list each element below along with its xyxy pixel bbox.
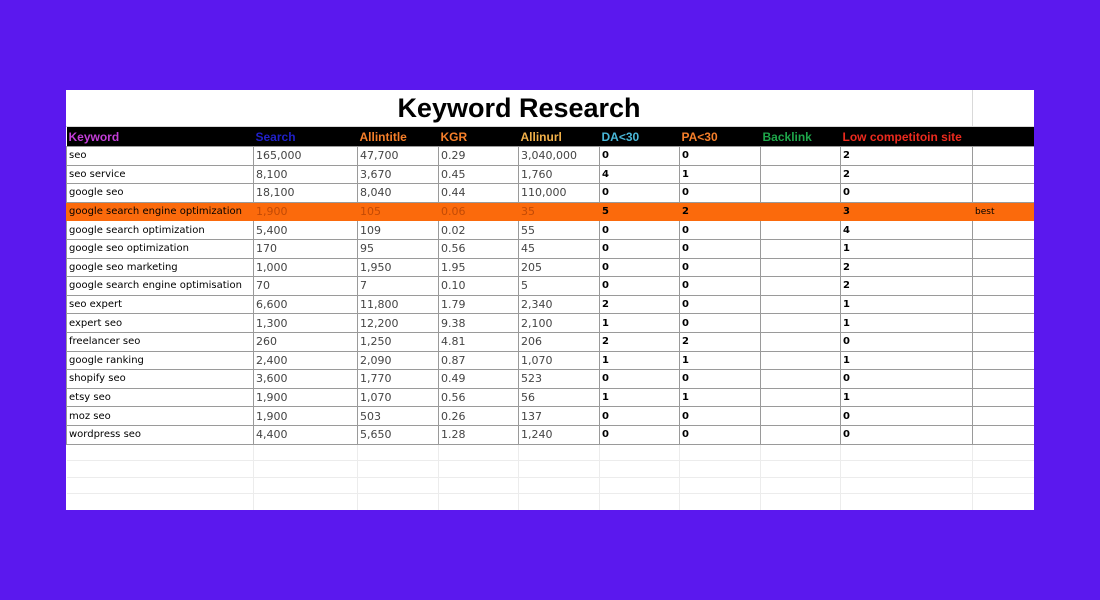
cell-low[interactable]: 0 [841, 370, 973, 389]
empty-cell[interactable] [358, 461, 439, 478]
cell-da[interactable]: 0 [600, 147, 680, 166]
column-header-kgr[interactable]: KGR [439, 127, 519, 147]
cell-pa[interactable]: 0 [680, 370, 761, 389]
cell-search[interactable]: 1,900 [254, 388, 358, 407]
cell-backlink[interactable] [761, 314, 841, 333]
cell-search[interactable]: 4,400 [254, 425, 358, 444]
cell-low[interactable]: 1 [841, 314, 973, 333]
cell-backlink[interactable] [761, 332, 841, 351]
cell-pa[interactable]: 2 [680, 202, 761, 221]
cell-kgr[interactable]: 0.26 [439, 407, 519, 426]
cell-kgr[interactable]: 0.06 [439, 202, 519, 221]
cell-search[interactable]: 1,000 [254, 258, 358, 277]
cell-da[interactable]: 0 [600, 370, 680, 389]
empty-cell[interactable] [519, 494, 600, 511]
empty-cell[interactable] [254, 444, 358, 461]
cell-keyword[interactable]: wordpress seo [67, 425, 254, 444]
cell-allinurl[interactable]: 523 [519, 370, 600, 389]
cell-kgr[interactable]: 9.38 [439, 314, 519, 333]
cell-backlink[interactable] [761, 295, 841, 314]
cell-da[interactable]: 0 [600, 425, 680, 444]
cell-backlink[interactable] [761, 388, 841, 407]
cell-allintitle[interactable]: 1,950 [358, 258, 439, 277]
cell-note[interactable] [973, 425, 1035, 444]
cell-keyword[interactable]: google seo marketing [67, 258, 254, 277]
cell-allinurl[interactable]: 1,760 [519, 165, 600, 184]
empty-row [67, 494, 1035, 511]
cell-keyword[interactable]: expert seo [67, 314, 254, 333]
cell-keyword[interactable]: etsy seo [67, 388, 254, 407]
cell-allinurl[interactable]: 56 [519, 388, 600, 407]
empty-cell[interactable] [761, 477, 841, 494]
empty-cell[interactable] [519, 461, 600, 478]
empty-cell[interactable] [973, 477, 1035, 494]
cell-keyword[interactable]: google search engine optimization [67, 202, 254, 221]
cell-note[interactable] [973, 147, 1035, 166]
cell-low[interactable]: 2 [841, 165, 973, 184]
empty-cell[interactable] [67, 461, 254, 478]
cell-allintitle[interactable]: 5,650 [358, 425, 439, 444]
cell-keyword[interactable]: google seo [67, 184, 254, 203]
cell-kgr[interactable]: 0.02 [439, 221, 519, 240]
table-row [67, 239, 1035, 258]
cell-allinurl[interactable]: 137 [519, 407, 600, 426]
cell-search[interactable]: 5,400 [254, 221, 358, 240]
cell-allinurl[interactable]: 3,040,000 [519, 147, 600, 166]
cell-da[interactable]: 0 [600, 258, 680, 277]
cell-da[interactable]: 2 [600, 332, 680, 351]
sheet-title[interactable]: Keyword Research [397, 93, 641, 123]
cell-allinurl[interactable]: 1,070 [519, 351, 600, 370]
cell-keyword[interactable]: google seo optimization [67, 239, 254, 258]
cell-low[interactable]: 0 [841, 332, 973, 351]
cell-kgr[interactable]: 0.45 [439, 165, 519, 184]
table-body [67, 147, 1035, 511]
cell-note[interactable] [973, 258, 1035, 277]
cell-allintitle[interactable]: 95 [358, 239, 439, 258]
empty-cell[interactable] [519, 444, 600, 461]
empty-row [67, 444, 1035, 461]
cell-low[interactable]: 1 [841, 239, 973, 258]
column-header-keyword[interactable]: Keyword [67, 127, 254, 147]
table-row [67, 295, 1035, 314]
cell-search[interactable]: 2,400 [254, 351, 358, 370]
cell-allinurl[interactable]: 110,000 [519, 184, 600, 203]
empty-cell[interactable] [254, 477, 358, 494]
cell-allintitle[interactable]: 12,200 [358, 314, 439, 333]
cell-search[interactable]: 170 [254, 239, 358, 258]
cell-kgr[interactable]: 4.81 [439, 332, 519, 351]
spreadsheet [66, 90, 1034, 510]
cell-low[interactable]: 2 [841, 258, 973, 277]
cell-pa[interactable]: 0 [680, 147, 761, 166]
cell-keyword[interactable]: seo expert [67, 295, 254, 314]
cell-kgr[interactable]: 1.95 [439, 258, 519, 277]
empty-cell[interactable] [761, 461, 841, 478]
cell-note[interactable] [973, 165, 1035, 184]
empty-cell[interactable] [841, 444, 973, 461]
cell-note[interactable] [973, 370, 1035, 389]
empty-row [67, 477, 1035, 494]
cell-kgr[interactable]: 0.49 [439, 370, 519, 389]
header-row [67, 127, 1035, 147]
cell-search[interactable]: 260 [254, 332, 358, 351]
cell-search[interactable]: 3,600 [254, 370, 358, 389]
table-row [67, 370, 1035, 389]
table-row [67, 165, 1035, 184]
table-row [67, 332, 1035, 351]
empty-cell[interactable] [761, 444, 841, 461]
cell-backlink[interactable] [761, 239, 841, 258]
empty-cell[interactable] [358, 444, 439, 461]
cell-allinurl[interactable]: 35 [519, 202, 600, 221]
empty-cell[interactable] [841, 461, 973, 478]
cell-pa[interactable]: 1 [680, 388, 761, 407]
cell-allintitle[interactable]: 2,090 [358, 351, 439, 370]
table-row [67, 258, 1035, 277]
empty-cell[interactable] [680, 444, 761, 461]
table-row [67, 202, 1035, 221]
cell-note[interactable] [973, 351, 1035, 370]
empty-cell[interactable] [973, 444, 1035, 461]
table-row [67, 407, 1035, 426]
cell-low[interactable]: 0 [841, 425, 973, 444]
cell-backlink[interactable] [761, 425, 841, 444]
cell-note[interactable] [973, 277, 1035, 296]
cell-allintitle[interactable]: 11,800 [358, 295, 439, 314]
cell-kgr[interactable]: 0.56 [439, 239, 519, 258]
cell-pa[interactable]: 0 [680, 295, 761, 314]
column-header-note[interactable] [973, 127, 1035, 147]
gridline [972, 90, 973, 126]
table-row [67, 277, 1035, 296]
empty-cell[interactable] [67, 444, 254, 461]
column-header-allintitle[interactable]: Allintitle [358, 127, 439, 147]
cell-backlink[interactable] [761, 277, 841, 296]
column-header-backlink[interactable]: Backlink [761, 127, 841, 147]
cell-search[interactable]: 18,100 [254, 184, 358, 203]
cell-search[interactable]: 1,300 [254, 314, 358, 333]
cell-da[interactable]: 1 [600, 388, 680, 407]
cell-pa[interactable]: 0 [680, 277, 761, 296]
title-row [66, 90, 1034, 127]
table-row [67, 147, 1035, 166]
cell-low[interactable]: 3 [841, 202, 973, 221]
cell-note[interactable]: best [973, 202, 1035, 221]
cell-keyword[interactable]: google search optimization [67, 221, 254, 240]
cell-pa[interactable]: 1 [680, 351, 761, 370]
cell-note[interactable] [973, 221, 1035, 240]
column-header-pa[interactable]: PA<30 [680, 127, 761, 147]
cell-allinurl[interactable]: 55 [519, 221, 600, 240]
cell-pa[interactable]: 0 [680, 184, 761, 203]
cell-low[interactable]: 1 [841, 388, 973, 407]
cell-pa[interactable]: 2 [680, 332, 761, 351]
cell-search[interactable]: 165,000 [254, 147, 358, 166]
cell-backlink[interactable] [761, 407, 841, 426]
cell-low[interactable]: 0 [841, 407, 973, 426]
cell-keyword[interactable]: freelancer seo [67, 332, 254, 351]
empty-cell[interactable] [254, 494, 358, 511]
cell-search[interactable]: 1,900 [254, 407, 358, 426]
empty-cell[interactable] [67, 477, 254, 494]
cell-allintitle[interactable]: 7 [358, 277, 439, 296]
cell-allintitle[interactable]: 105 [358, 202, 439, 221]
cell-da[interactable]: 0 [600, 239, 680, 258]
column-header-search[interactable]: Search [254, 127, 358, 147]
cell-backlink[interactable] [761, 221, 841, 240]
cell-kgr[interactable]: 0.56 [439, 388, 519, 407]
cell-low[interactable]: 2 [841, 147, 973, 166]
cell-pa[interactable]: 0 [680, 258, 761, 277]
cell-keyword[interactable]: google ranking [67, 351, 254, 370]
column-header-da[interactable]: DA<30 [600, 127, 680, 147]
cell-pa[interactable]: 0 [680, 221, 761, 240]
cell-search[interactable]: 6,600 [254, 295, 358, 314]
empty-cell[interactable] [439, 477, 519, 494]
cell-da[interactable]: 5 [600, 202, 680, 221]
cell-note[interactable] [973, 332, 1035, 351]
cell-kgr[interactable]: 1.79 [439, 295, 519, 314]
cell-kgr[interactable]: 0.44 [439, 184, 519, 203]
cell-kgr[interactable]: 0.87 [439, 351, 519, 370]
empty-cell[interactable] [67, 494, 254, 511]
table-row [67, 221, 1035, 240]
cell-keyword[interactable]: shopify seo [67, 370, 254, 389]
cell-allinurl[interactable]: 206 [519, 332, 600, 351]
cell-pa[interactable]: 0 [680, 425, 761, 444]
table-row [67, 388, 1035, 407]
empty-cell[interactable] [600, 494, 680, 511]
cell-allintitle[interactable]: 8,040 [358, 184, 439, 203]
table-row [67, 314, 1035, 333]
cell-note[interactable] [973, 314, 1035, 333]
cell-backlink[interactable] [761, 147, 841, 166]
empty-cell[interactable] [519, 477, 600, 494]
cell-allintitle[interactable]: 3,670 [358, 165, 439, 184]
cell-note[interactable] [973, 388, 1035, 407]
cell-da[interactable]: 2 [600, 295, 680, 314]
keyword-table [66, 127, 1034, 510]
empty-cell[interactable] [680, 461, 761, 478]
cell-da[interactable]: 0 [600, 407, 680, 426]
cell-da[interactable]: 0 [600, 221, 680, 240]
cell-allinurl[interactable]: 2,100 [519, 314, 600, 333]
empty-cell[interactable] [600, 477, 680, 494]
cell-backlink[interactable] [761, 258, 841, 277]
empty-cell[interactable] [439, 461, 519, 478]
empty-cell[interactable] [680, 494, 761, 511]
cell-backlink[interactable] [761, 165, 841, 184]
cell-allintitle[interactable]: 47,700 [358, 147, 439, 166]
empty-cell[interactable] [439, 494, 519, 511]
cell-keyword[interactable]: seo [67, 147, 254, 166]
cell-allinurl[interactable]: 205 [519, 258, 600, 277]
cell-backlink[interactable] [761, 184, 841, 203]
cell-search[interactable]: 70 [254, 277, 358, 296]
cell-keyword[interactable]: google search engine optimisation [67, 277, 254, 296]
empty-cell[interactable] [600, 444, 680, 461]
cell-kgr[interactable]: 1.28 [439, 425, 519, 444]
cell-allinurl[interactable]: 1,240 [519, 425, 600, 444]
cell-da[interactable]: 1 [600, 314, 680, 333]
cell-low[interactable]: 1 [841, 351, 973, 370]
empty-cell[interactable] [358, 477, 439, 494]
empty-cell[interactable] [600, 461, 680, 478]
empty-cell[interactable] [358, 494, 439, 511]
cell-allintitle[interactable]: 1,770 [358, 370, 439, 389]
empty-cell[interactable] [439, 444, 519, 461]
cell-keyword[interactable]: seo service [67, 165, 254, 184]
cell-search[interactable]: 8,100 [254, 165, 358, 184]
cell-search[interactable]: 1,900 [254, 202, 358, 221]
cell-pa[interactable]: 0 [680, 239, 761, 258]
column-header-allinurl[interactable]: Allinurl [519, 127, 600, 147]
cell-da[interactable]: 0 [600, 277, 680, 296]
empty-cell[interactable] [973, 494, 1035, 511]
cell-low[interactable]: 2 [841, 277, 973, 296]
cell-backlink[interactable] [761, 370, 841, 389]
empty-row [67, 461, 1035, 478]
cell-backlink[interactable] [761, 202, 841, 221]
table-row [67, 184, 1035, 203]
cell-da[interactable]: 1 [600, 351, 680, 370]
cell-da[interactable]: 4 [600, 165, 680, 184]
table-row [67, 351, 1035, 370]
empty-cell[interactable] [761, 494, 841, 511]
cell-da[interactable]: 0 [600, 184, 680, 203]
cell-low[interactable]: 1 [841, 295, 973, 314]
cell-keyword[interactable]: moz seo [67, 407, 254, 426]
empty-cell[interactable] [254, 461, 358, 478]
cell-backlink[interactable] [761, 351, 841, 370]
cell-low[interactable]: 0 [841, 184, 973, 203]
empty-cell[interactable] [841, 494, 973, 511]
cell-kgr[interactable]: 0.29 [439, 147, 519, 166]
cell-note[interactable] [973, 407, 1035, 426]
cell-allintitle[interactable]: 109 [358, 221, 439, 240]
cell-kgr[interactable]: 0.10 [439, 277, 519, 296]
cell-pa[interactable]: 1 [680, 165, 761, 184]
cell-note[interactable] [973, 184, 1035, 203]
cell-allinurl[interactable]: 2,340 [519, 295, 600, 314]
cell-allinurl[interactable]: 5 [519, 277, 600, 296]
cell-allinurl[interactable]: 45 [519, 239, 600, 258]
empty-cell[interactable] [680, 477, 761, 494]
cell-note[interactable] [973, 239, 1035, 258]
cell-low[interactable]: 4 [841, 221, 973, 240]
cell-allintitle[interactable]: 1,070 [358, 388, 439, 407]
empty-cell[interactable] [973, 461, 1035, 478]
table-row [67, 425, 1035, 444]
cell-allintitle[interactable]: 503 [358, 407, 439, 426]
cell-note[interactable] [973, 295, 1035, 314]
cell-allintitle[interactable]: 1,250 [358, 332, 439, 351]
cell-pa[interactable]: 0 [680, 314, 761, 333]
empty-cell[interactable] [841, 477, 973, 494]
cell-pa[interactable]: 0 [680, 407, 761, 426]
column-header-low[interactable]: Low competitoin site [841, 127, 973, 147]
